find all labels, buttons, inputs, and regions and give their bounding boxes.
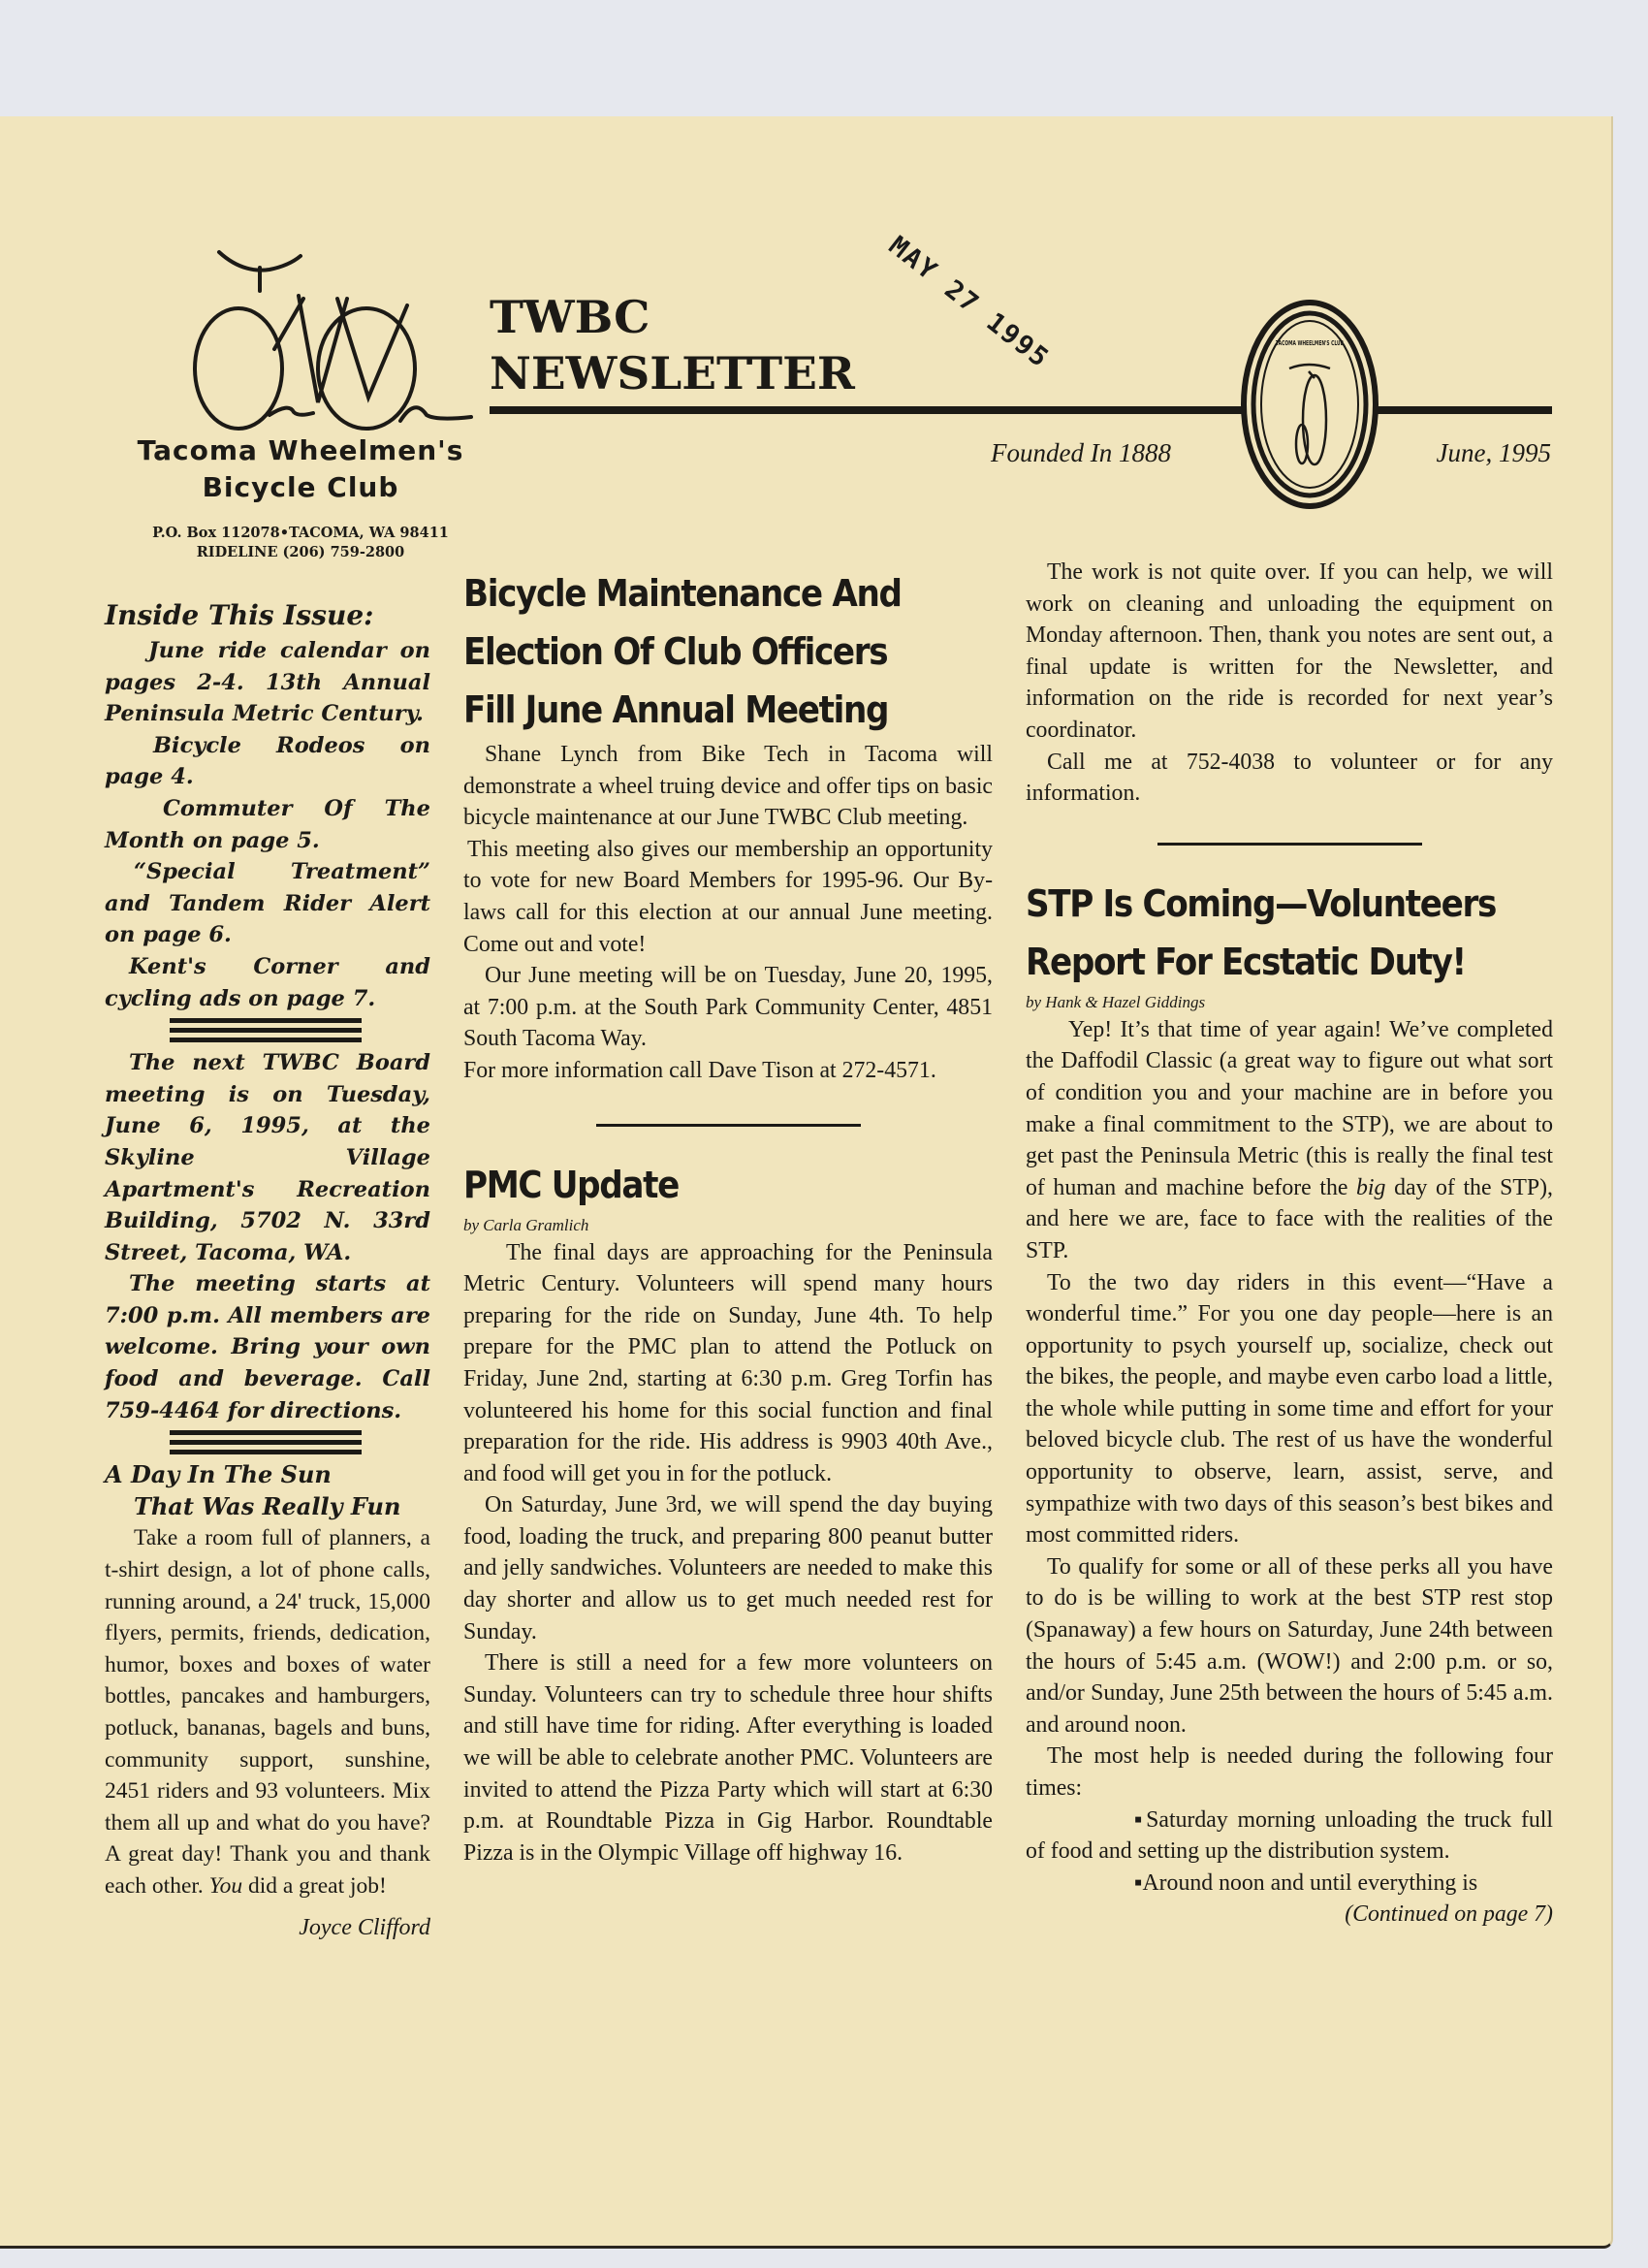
article-paragraph: For more information call Dave Tison at 272-4571. [463, 1057, 936, 1083]
day-in-sun-text-end: did a great job! [247, 1872, 387, 1899]
club-name-line-1: Tacoma Wheelmen's [137, 434, 464, 466]
stp-intro-text: Yep! It’s that time of year again! We’ve completed the Daffodil Classic (a great way to figure out what sort of condition you and your machine are in before you make a final commitment to the STP), we are about to get past the Peninsula Metric (this is really the final test of human and machine before the [1026, 1016, 1553, 1200]
stp-byline: by Hank & Hazel Giddings [1026, 992, 1206, 1011]
bullet-item: ▪ Saturday morning unloading the truck full of food and setting up the distribution system. [1026, 1805, 1553, 1868]
po-box: P.O. Box 112078•TACOMA, WA 98411 [152, 525, 449, 541]
stp-headline-2: Report For Ecstatic Duty! [1026, 940, 1466, 983]
meeting-start-notice: The meeting starts at 7:00 p.m. All members are welcome. Bring your own food and beverage. Call 759-4464 for directions. [105, 1271, 430, 1423]
masthead-rule [490, 406, 1552, 414]
stp-intro-text-end: day of the STP), and here we are, face to face with the realities of the STP. [1026, 1174, 1554, 1263]
article-paragraph: This meeting also gives our membership an opportunity to vote for new Board Members for 1995-96. Our By-laws call for this election at our annual June meeting. Come out and vote! [463, 836, 993, 957]
board-meeting-notice: The next TWBC Board meeting is on Tuesday, June 6, 1995, at the Skyline Village Apartment's Recreation Building, 5702 N. 33rd Street, Tacoma, WA. [105, 1050, 430, 1265]
continued-link[interactable]: (Continued on page 7) [1345, 1901, 1553, 1928]
article-paragraph: The final days are approaching for the Peninsula Metric Century. Volunteers will spend many hours preparing for the ride on Sunday, June 4th. To help prepare for the PMC plan to attend the Potluck on Friday, June 2nd, starting at 6:30 p.m. Greg Torfin has volunteered his home for this social function and final preparation for the ride. His address is 9903 40th Ave., and food will get you in for the potluck. [463, 1239, 993, 1486]
bicycle-logo-icon [182, 242, 473, 436]
issue-date: June, 1995 [1436, 438, 1551, 467]
triple-rule-divider [170, 1018, 362, 1043]
maintenance-headline-2: Election Of Club Officers [463, 630, 888, 673]
toc-item: Kent's Corner and cycling ads on page 7. [105, 953, 430, 1011]
seal-text: TACOMA WHEELMEN'S CLUB [1276, 339, 1344, 347]
article-paragraph: To qualify for some or all of these perks all you have to do is be willing to work at the best STP rest stop (Spanaway) a few hours on Saturday, June 24th between the hours of 5:45 a.m. (WOW!) and 2:00 p.m. or so, and/or Sunday, June 25th between the hours of 5:45 a.m. and around noon. [1026, 1553, 1553, 1738]
stp-intro-emphasis: big [1356, 1174, 1386, 1200]
article-paragraph: On Saturday, June 3rd, we will spend the day buying food, loading the truck, and preparing 800 peanut butter and jelly sandwiches. Volunteers are needed to make this day shorter and allow us to get much needed rest for Sunday. [463, 1492, 993, 1645]
article-paragraph: There is still a need for a few more volunteers on Sunday. Volunteers can try to schedule three hour shifts and still have time for riding. After everything is loaded we will be able to celebrate another PMC. Volunteers are invited to attend the Pizza Party which will start at 6:30 p.m. at Roundtable Pizza in Gig Harbor. Roundtable Pizza is in the Olympic Village off highway 16. [463, 1650, 993, 1866]
rideline-phone: RIDELINE (206) 759-2800 [196, 544, 405, 560]
article-paragraph [1026, 1014, 1553, 1267]
founded-year: Founded In 1888 [991, 438, 1171, 467]
day-in-sun-body [105, 1522, 430, 1943]
title-line-1: TWBC [490, 291, 650, 343]
article-paragraph: The most help is needed during the following four times: [1026, 1743, 1553, 1801]
stp-headline-1: STP Is Coming—Volunteers [1026, 881, 1496, 925]
club-name-line-2: Bicycle Club [202, 471, 399, 503]
day-in-sun-emphasis: You [208, 1872, 243, 1899]
right-column [1026, 557, 1553, 1931]
article-paragraph: Call me at 752-4038 to volunteer or for any information. [1026, 749, 1553, 807]
toc-item: June ride calendar on pages 2-4. 13th Annual Peninsula Metric Century. [105, 638, 430, 727]
club-name [116, 432, 485, 506]
toc-item: Commuter Of The Month on page 5. [105, 795, 430, 853]
sidebar [105, 596, 430, 1943]
pmc-byline: by Carla Gramlich [463, 1215, 589, 1234]
title-line-2: NEWSLETTER [490, 347, 855, 399]
day-in-sun-heading-2: That Was Really Fun [134, 1491, 401, 1520]
toc-item: “Special Treatment” and Tandem Rider Alert on page 6. [105, 859, 430, 948]
toc-item: Bicycle Rodeos on page 4. [105, 732, 430, 790]
maintenance-headline-1: Bicycle Maintenance And [463, 572, 902, 615]
article-paragraph: To the two day riders in this event—“Have a wonderful time.” For you one day people—here is an opportunity to psych yourself up, socialize, check out the bikes, the people, and maybe even carbo load a little, the whole while putting in some time and effort for your beloved bicycle club. The rest of us have the wonderful opportunity to observe, learn, assist, serve, and sympathize with two days of this season’s best bikes and most committed riders. [1026, 1269, 1553, 1549]
triple-rule-divider [170, 1430, 362, 1455]
newsletter-title [490, 289, 855, 401]
club-address [116, 524, 485, 562]
club-seal-icon [1241, 299, 1379, 510]
article-paragraph: Shane Lynch from Bike Tech in Tacoma will demonstrate a wheel truing device and offer tips on basic bicycle maintenance at our June TWBC Club meeting. [463, 742, 993, 831]
bullet-item: ▪ Around noon and until everything is [1026, 1868, 1553, 1900]
day-in-sun-heading-1: A Day In The Sun [105, 1460, 332, 1489]
middle-column [463, 564, 993, 1869]
day-in-sun-text: Take a room full of planners, a t-shirt design, a lot of phone calls, running around, a 24' truck, 15,000 flyers, permits, friends, dedication, humor, boxes and boxes of water bottles, pancakes and hamburgers, potluck, bananas, bagels and buns, community support, sunshine, 2451 riders and 93 volunteers. Mix them all up and what do you have? A great day! Thank you and thank each other. [105, 1525, 430, 1899]
author-signature: Joyce Clifford [299, 1914, 430, 1940]
article-paragraph: The work is not quite over. If you can help, we will work on cleaning and unloading the equipment on Monday afternoon. Then, thank you notes are sent out, a final update is written for the Newsletter, and information on the ride is recorded for next year’s coordinator. [1026, 559, 1553, 743]
date-stamp: MAY 27 1995 [882, 231, 1056, 375]
maintenance-headline-3: Fill June Annual Meeting [463, 688, 889, 731]
article-paragraph: Our June meeting will be on Tuesday, June 20, 1995, at 7:00 p.m. at the South Park Community Center, 4851 South Tacoma Way. [463, 963, 993, 1052]
pmc-headline: PMC Update [463, 1163, 679, 1206]
inside-this-issue-heading: Inside This Issue: [105, 599, 374, 631]
